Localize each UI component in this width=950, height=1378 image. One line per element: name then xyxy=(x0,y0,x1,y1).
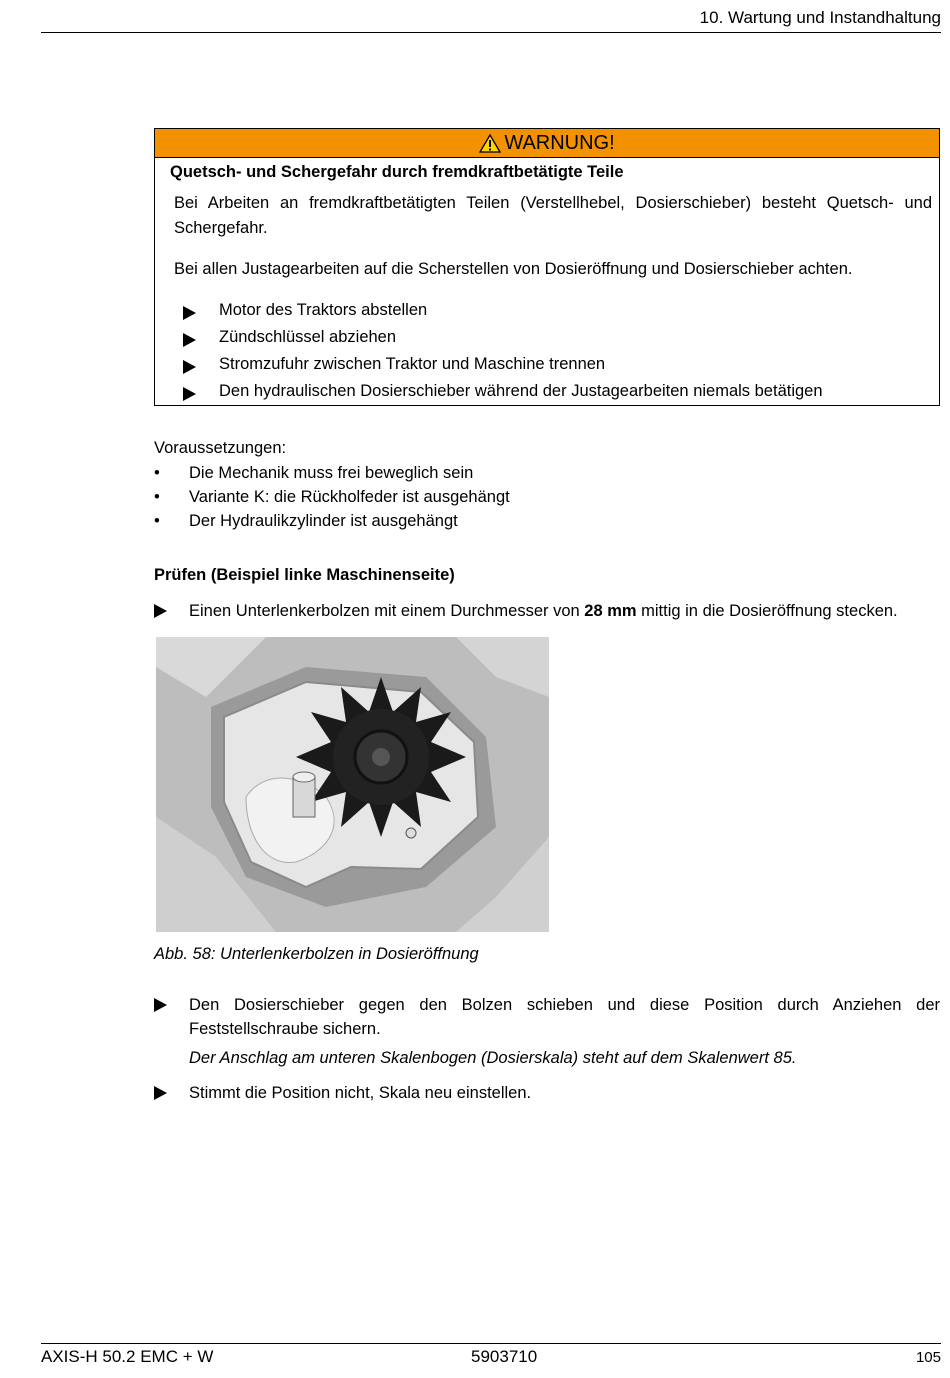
footer-rule xyxy=(41,1343,941,1344)
diameter-value: 28 mm xyxy=(584,602,637,620)
arrow-bullet-icon xyxy=(154,1086,167,1100)
warning-subtitle: Quetsch- und Schergefahr durch fremdkraftbetätigte Teile xyxy=(170,163,624,181)
arrow-bullet-icon xyxy=(154,998,167,1012)
arrow-bullet-icon xyxy=(183,387,196,401)
list-item: • Die Mechanik muss frei beweglich sein xyxy=(154,463,474,482)
prerequisites-title: Voraussetzungen: xyxy=(154,439,287,457)
figure-caption: Abb. 58: Unterlenkerbolzen in Dosieröffnung xyxy=(154,945,479,963)
warning-paragraph-2: Bei allen Justagearbeiten auf die Scherstellen von Dosieröffnung und Dosierschieber achten. xyxy=(174,260,853,278)
warning-header xyxy=(155,129,939,158)
section-title: Prüfen (Beispiel linke Maschinenseite) xyxy=(154,566,455,584)
arrow-bullet-icon xyxy=(183,360,196,374)
warning-list-item: Stromzufuhr zwischen Traktor und Maschine trennen xyxy=(183,351,823,378)
bullet-icon: • xyxy=(154,512,160,531)
warning-box xyxy=(154,128,940,406)
warning-paragraph-1: Bei Arbeiten an fremdkraftbetätigten Teilen (Verstellhebel, Dosierschieber) besteht Quetsch- und Schergefahr. xyxy=(174,194,932,237)
footer-doc-number: 5903710 xyxy=(471,1347,538,1366)
warning-list-item: Den hydraulischen Dosierschieber während der Justagearbeiten niemals betätigen xyxy=(183,378,823,405)
prerequisites-list xyxy=(154,461,510,534)
step-3: Stimmt die Position nicht, Skala neu einstellen. xyxy=(154,1081,940,1105)
step-2: Den Dosierschieber gegen den Bolzen schieben und diese Position durch Anziehen der Feststellschraube sichern. xyxy=(154,993,940,1041)
list-item: • Variante K: die Rückholfeder ist ausgehängt xyxy=(154,487,510,506)
warning-list xyxy=(183,297,823,405)
step-1: Einen Unterlenkerbolzen mit einem Durchmesser von 28 mm mittig in die Dosieröffnung stecken. xyxy=(154,599,940,623)
warning-label: WARNUNG! xyxy=(504,131,615,154)
warning-list-item: Zündschlüssel abziehen xyxy=(183,324,823,351)
step-2-result: Der Anschlag am unteren Skalenbogen (Dosierskala) steht auf dem Skalenwert 85. xyxy=(189,1049,797,1067)
arrow-bullet-icon xyxy=(183,333,196,347)
page-number: 105 xyxy=(915,1349,941,1366)
bullet-icon: • xyxy=(154,487,160,506)
page-header-title: 10. Wartung und Instandhaltung xyxy=(699,8,941,27)
footer-product: AXIS-H 50.2 EMC + W xyxy=(41,1347,214,1366)
warning-list-item: Motor des Traktors abstellen xyxy=(183,297,823,324)
arrow-bullet-icon xyxy=(183,306,196,320)
bullet-icon: • xyxy=(154,463,160,482)
list-item: • Der Hydraulikzylinder ist ausgehängt xyxy=(154,512,458,531)
figure-photo xyxy=(156,637,549,932)
header-rule xyxy=(41,32,941,33)
arrow-bullet-icon xyxy=(154,604,167,618)
warning-triangle-icon xyxy=(479,134,501,153)
